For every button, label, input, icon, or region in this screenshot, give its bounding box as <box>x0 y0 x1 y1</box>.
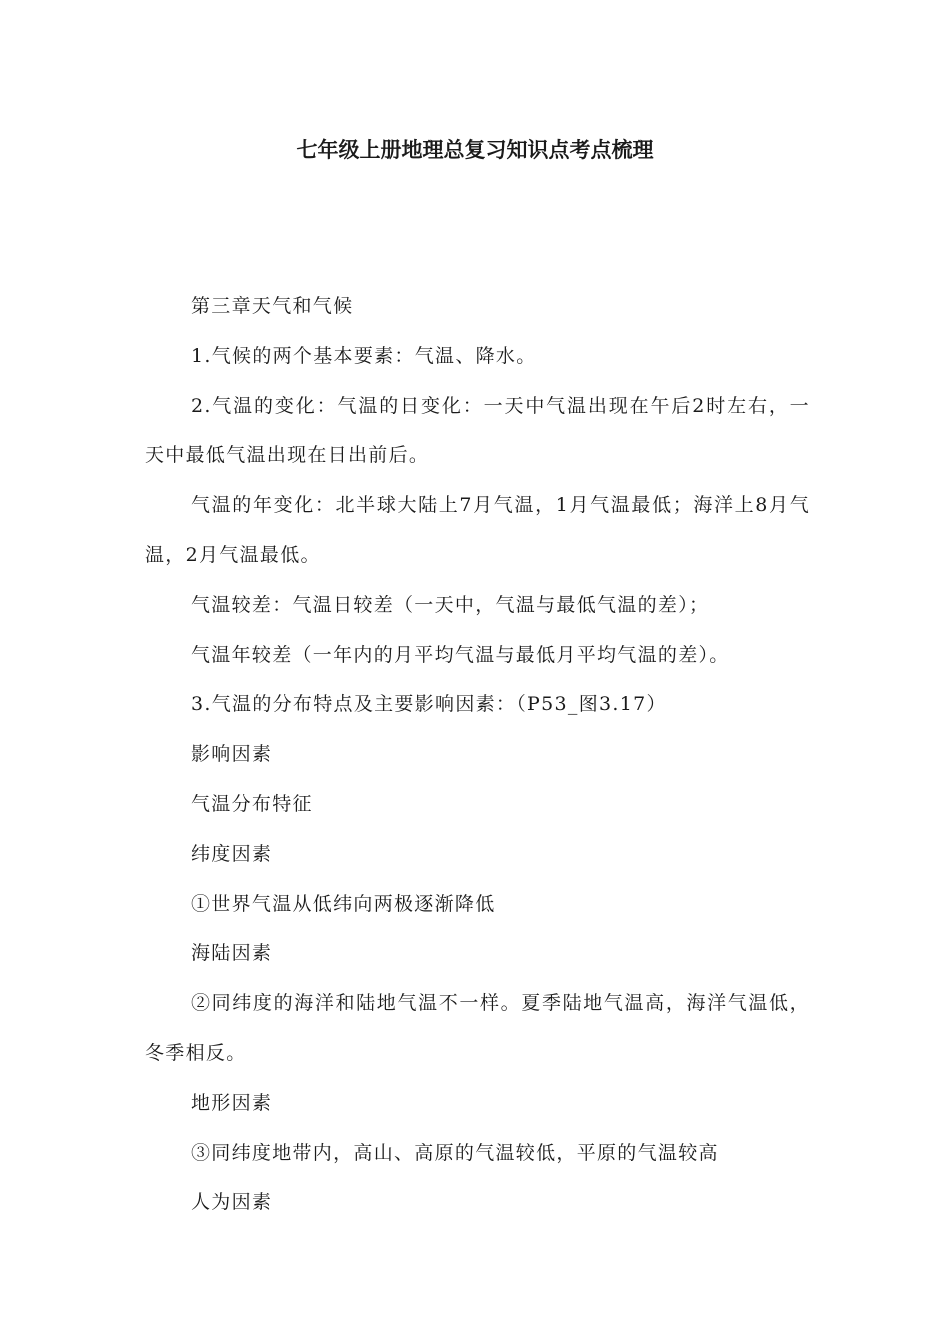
paragraph-annual-range: 气温年较差（一年内的月平均气温与最低月平均气温的差）。 <box>191 643 730 666</box>
label-latitude-factor: 纬度因素 <box>191 842 273 865</box>
label-influencing-factors: 影响因素 <box>191 743 273 766</box>
item-terrain-feature: ③同纬度地带内，高山、高原的气温较低，平原的气温较高 <box>191 1141 719 1164</box>
item-latitude-feature: ①世界气温从低纬向两极逐渐降低 <box>191 892 496 915</box>
document-title: 七年级上册地理总复习知识点考点梳理 <box>296 138 654 162</box>
chapter-heading: 第三章天气和气候 <box>191 295 354 317</box>
label-terrain-factor: 地形因素 <box>191 1091 273 1114</box>
paragraph-climate-elements: 1.气候的两个基本要素：气温、降水。 <box>191 344 537 367</box>
paragraph-distribution-factors: 3.气温的分布特点及主要影响因素：（P53_图3.17） <box>191 693 667 716</box>
document-body <box>145 282 810 1228</box>
label-human-factor: 人为因素 <box>191 1191 273 1214</box>
paragraph-daily-range: 气温较差：气温日较差（一天中，气温与最低气温的差）； <box>191 593 710 616</box>
label-distribution-features: 气温分布特征 <box>191 792 313 815</box>
paragraph-annual-temperature-change: 气温的年变化：北半球大陆上7月气温，1月气温最低；海洋上8月气温，2月气温最低。 <box>145 494 810 566</box>
label-land-sea-factor: 海陆因素 <box>191 942 273 965</box>
item-land-sea-feature: ②同纬度的海洋和陆地气温不一样。夏季陆地气温高，海洋气温低，冬季相反。 <box>145 992 810 1064</box>
paragraph-daily-temperature-change: 2.气温的变化：气温的日变化：一天中气温出现在午后2时左右，一天中最低气温出现在日出前后。 <box>145 394 810 467</box>
